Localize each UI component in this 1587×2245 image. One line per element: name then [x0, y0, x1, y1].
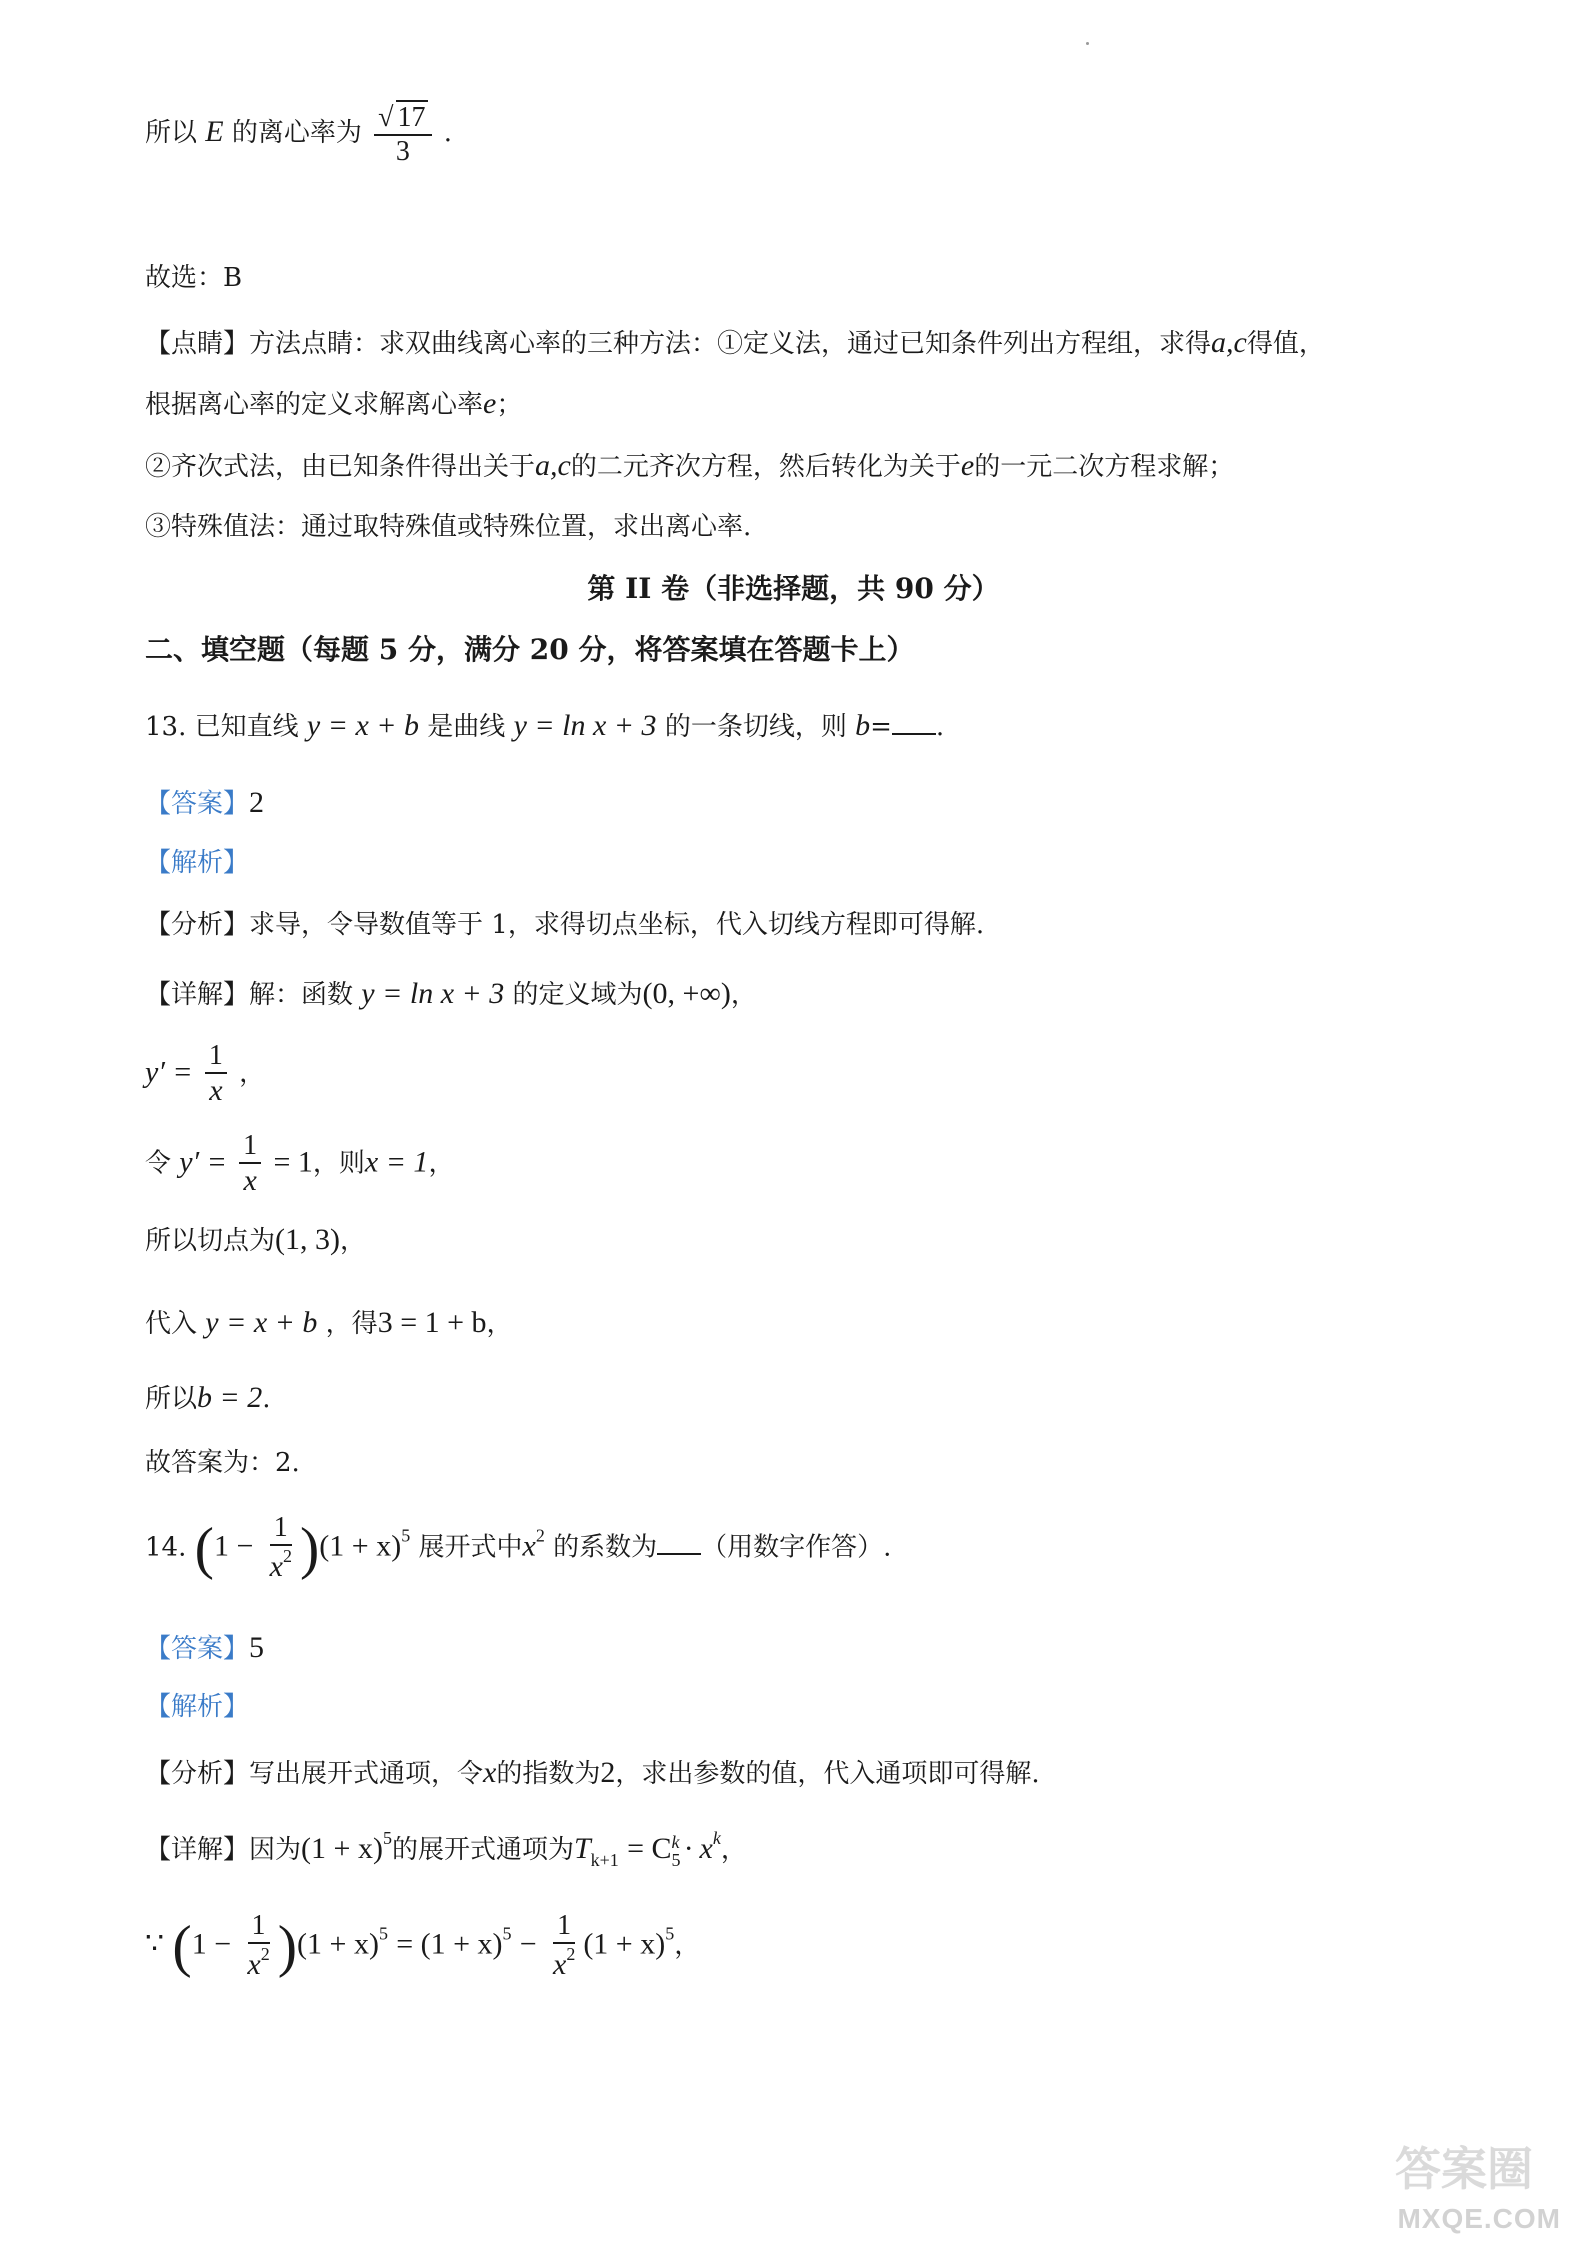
exponent: k — [712, 1828, 721, 1848]
expansion-line — [145, 1910, 700, 1983]
fraction-denominator: 3 — [395, 136, 410, 168]
text: 的指数为 — [496, 1759, 601, 1789]
sqrt-sign: √ — [378, 102, 394, 133]
math-expr: (1 + x) — [301, 1832, 383, 1865]
comb-indices — [672, 1833, 681, 1869]
question-number: 14. — [145, 1532, 187, 1563]
subscript: k+1 — [590, 1850, 619, 1870]
math-var: x — [483, 1756, 497, 1789]
text: 所以 — [145, 1384, 198, 1414]
math-expr: y = x + b — [306, 709, 420, 742]
fraction — [205, 1040, 227, 1109]
math-expr: − — [519, 1927, 537, 1961]
text: ； — [496, 390, 523, 420]
text: 写出展开式通项，令 — [249, 1759, 484, 1789]
fraction-denominator: x — [209, 1074, 223, 1108]
exponent: 5 — [382, 1828, 392, 1848]
text: ， — [720, 1835, 747, 1865]
exponent: 2 — [282, 1546, 292, 1567]
answer-tag: 【答案】 — [145, 1634, 250, 1664]
math-var: E — [205, 115, 224, 149]
answer-tag: 【答案】 — [145, 789, 250, 819]
text: 代入 — [145, 1309, 198, 1339]
tip-line-4: ③特殊值法：通过取特殊值或特殊位置，求出离心率. — [145, 512, 752, 542]
math-var: T — [573, 1832, 591, 1865]
answer-choice: 故选：B — [145, 263, 243, 293]
eccentricity-line — [145, 100, 452, 168]
text: 的离心率为 — [231, 118, 362, 149]
math-expr: y = ln x + 3 — [361, 977, 505, 1010]
stray-dot — [1086, 42, 1089, 45]
math-var: e — [960, 449, 975, 482]
text: 展开式中 — [418, 1532, 523, 1563]
tangent-point-line — [145, 1222, 366, 1258]
math-expr: (1 + x) — [297, 1927, 379, 1961]
tip-line-3 — [145, 448, 1234, 484]
math-expr: y′ = — [145, 1055, 193, 1089]
math-var: a,c — [535, 449, 571, 482]
math-expr: x = 1 — [364, 1145, 429, 1179]
math-expr: (1 + x) — [319, 1529, 402, 1563]
text: （用数字作答）. — [701, 1532, 892, 1563]
tip-tag: 【点睛】 — [145, 329, 250, 359]
fraction-denominator: x — [243, 1164, 257, 1198]
answer-14 — [145, 1630, 264, 1666]
math-expr: · x — [684, 1832, 713, 1865]
text: . — [262, 1384, 271, 1414]
section-title: 二、填空题（每题 5 分，满分 20 分，将答案填在答题卡上） — [145, 633, 915, 666]
math-expr: 1 − — [191, 1927, 232, 1961]
math-var: x — [522, 1529, 536, 1563]
text: ， — [340, 1226, 367, 1256]
answer-blank — [657, 1529, 701, 1555]
math-var: x — [247, 1948, 261, 1982]
text: 方法点睛：求双曲线离心率的三种方法：①定义法，通过已知条件列出方程组，求得 — [249, 329, 1212, 359]
text: ， — [674, 1930, 701, 1961]
answer-blank — [892, 709, 936, 735]
text: ， — [486, 1309, 513, 1339]
subscript: 5 — [671, 1850, 681, 1870]
text: ，则 — [312, 1148, 365, 1179]
analysis-tag: 【解析】 — [145, 848, 250, 878]
math-var: a,c — [1211, 326, 1247, 359]
exponent: 5 — [401, 1525, 411, 1546]
detail-label: 【详解】 — [145, 1835, 250, 1865]
math-expr: 2 — [600, 1756, 616, 1789]
math-expr: = C — [627, 1832, 672, 1865]
math-expr: (1, 3) — [275, 1223, 340, 1256]
math-expr: (1 + x) — [583, 1927, 666, 1961]
text: 的一条切线，则 — [664, 712, 847, 742]
tip-line-2 — [145, 386, 522, 422]
text: = — [870, 712, 892, 742]
text: . — [443, 118, 453, 149]
watermark-url: MXQE.COM — [1397, 2203, 1561, 2234]
text: 的展开式通项为 — [391, 1835, 574, 1865]
detail-14 — [145, 1828, 747, 1872]
math-var: e — [483, 387, 497, 420]
answer-value: 5 — [249, 1631, 265, 1664]
derivative-line — [145, 1040, 265, 1109]
math-var: x — [269, 1550, 283, 1584]
exponent: 5 — [665, 1923, 675, 1944]
math-var: b — [855, 709, 871, 742]
math-var: x — [552, 1948, 567, 1982]
text: 已知直线 — [194, 712, 299, 742]
text: 令 — [145, 1148, 172, 1179]
math-expr: y = x + b — [205, 1306, 318, 1339]
detail-label: 【详解】 — [145, 980, 250, 1010]
math-expr: = (1 + x) — [396, 1927, 503, 1961]
text: 的系数为 — [553, 1532, 658, 1563]
text: ②齐次式法，由已知条件得出关于 — [145, 452, 536, 482]
superscript: k — [671, 1832, 680, 1852]
fraction — [239, 1130, 261, 1199]
left-paren: ( — [194, 1515, 214, 1581]
left-paren: ( — [172, 1913, 192, 1979]
watermark-logo — [1367, 2129, 1567, 2239]
text: ， — [239, 1058, 266, 1089]
math-expr: = 1 — [273, 1145, 313, 1179]
text: ，求出参数的值，代入通项即可得解. — [615, 1759, 1040, 1789]
answer-value: 2 — [249, 786, 265, 819]
analysis-label: 【分析】 — [145, 1759, 250, 1789]
text: ，得 — [325, 1309, 378, 1339]
text: ， — [428, 1148, 455, 1179]
tip-line-1 — [145, 325, 1325, 361]
fraction — [374, 100, 431, 168]
text: 得值， — [1246, 329, 1325, 359]
volume-title: 第 II 卷（非选择题，共 90 分） — [587, 572, 1000, 605]
question-number: 13. — [145, 712, 187, 742]
exponent: 2 — [260, 1944, 270, 1965]
exponent: 5 — [502, 1923, 512, 1944]
fraction-numerator: 1 — [270, 1512, 292, 1546]
fraction-numerator: 1 — [553, 1910, 575, 1944]
watermark-chinese: 答案圈 — [1395, 2142, 1533, 2196]
fraction — [266, 1512, 296, 1585]
fraction — [243, 1910, 273, 1983]
math-expr: b = 2 — [197, 1381, 263, 1414]
exponent: 5 — [378, 1923, 388, 1944]
analysis-13 — [145, 910, 984, 941]
substitute-line — [145, 1305, 513, 1341]
text: 求导，令导数值等于 1，求得切点坐标，代入切线方程即可得解. — [249, 910, 985, 940]
fraction-numerator: 1 — [248, 1910, 270, 1944]
text: 根据离心率的定义求解离心率 — [145, 390, 484, 420]
text: 的二元齐次方程，然后转化为关于 — [570, 452, 961, 482]
text: 的定义域为 — [512, 980, 643, 1010]
result-line — [145, 1380, 271, 1416]
because-symbol: ∵ — [145, 1927, 165, 1961]
exponent: 2 — [535, 1525, 545, 1546]
set-derivative-line — [145, 1130, 454, 1199]
math-expr: y = ln x + 3 — [513, 709, 657, 742]
text: 的一元二次方程求解； — [974, 452, 1235, 482]
analysis-14 — [145, 1755, 1040, 1791]
analysis-label: 【分析】 — [145, 910, 250, 940]
math-expr: 3 = 1 + b — [377, 1306, 487, 1339]
exponent: 2 — [566, 1944, 576, 1965]
math-expr: (0, +∞) — [642, 977, 731, 1010]
text: 是曲线 — [427, 712, 506, 742]
math-expr: 1 − — [213, 1529, 254, 1563]
fraction-numerator: 1 — [205, 1040, 227, 1074]
fraction-numerator: 17 — [397, 102, 426, 133]
final-answer-13: 故答案为：2. — [145, 1448, 300, 1478]
fraction — [549, 1910, 579, 1983]
right-paren: ) — [299, 1515, 320, 1581]
text: ， — [730, 980, 757, 1010]
text: 因为 — [249, 1835, 302, 1865]
text: 所以 — [145, 118, 198, 149]
text: 所以切点为 — [145, 1226, 276, 1256]
detail-13 — [145, 976, 757, 1012]
math-expr: y′ = — [179, 1145, 227, 1179]
question-14 — [145, 1512, 891, 1585]
answer-13 — [145, 785, 264, 821]
fraction-numerator: 1 — [239, 1130, 261, 1164]
text: . — [935, 712, 945, 742]
right-paren: ) — [277, 1913, 298, 1979]
question-13 — [145, 708, 944, 744]
text: 解：函数 — [249, 980, 354, 1010]
analysis-tag: 【解析】 — [145, 1692, 250, 1722]
